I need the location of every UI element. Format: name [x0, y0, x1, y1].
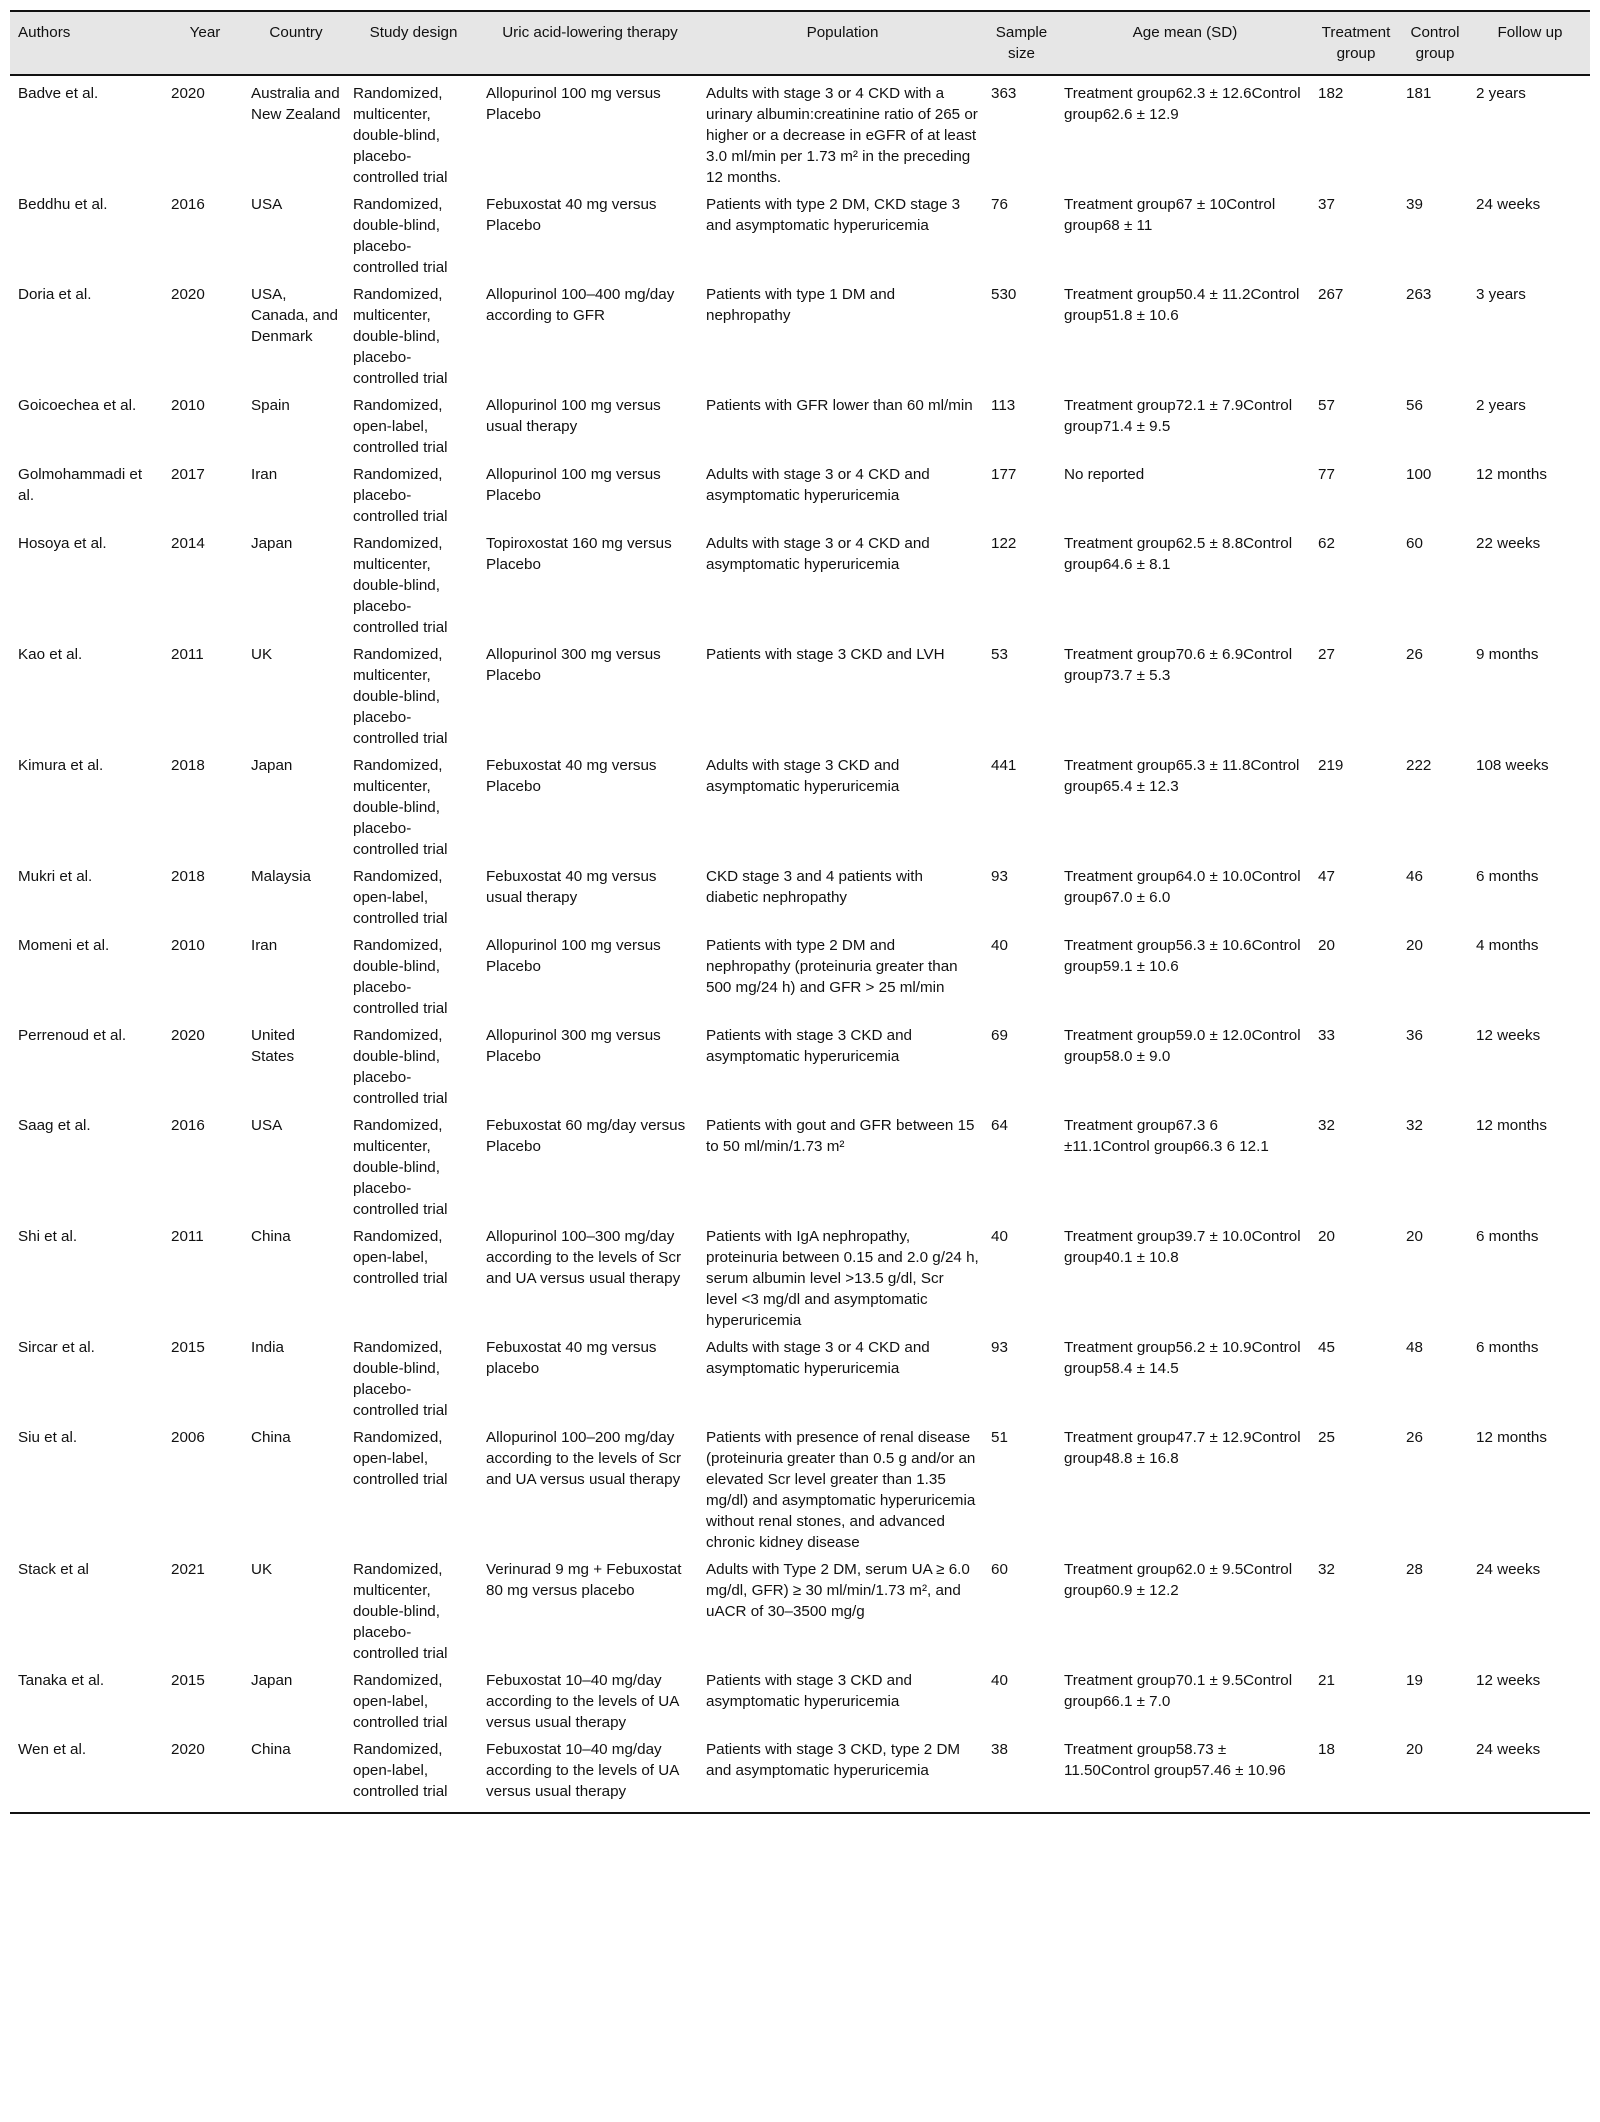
age-cell: Treatment group62.3 ± 12.6Control group62.6 ± 12.9: [1064, 85, 1301, 123]
study-design-cell: Randomized, open-label, controlled trial: [353, 397, 448, 456]
year-cell: 2011: [171, 1228, 204, 1245]
header-country: Country: [245, 11, 347, 75]
population-cell: Patients with stage 3 CKD and LVH: [706, 646, 945, 663]
therapy-cell: Allopurinol 100–300 mg/day according to the levels of Scr and UA versus usual therapy: [486, 1228, 682, 1287]
country-cell: China: [251, 1429, 291, 1446]
sample-size-cell: 40: [991, 1228, 1008, 1245]
year-cell: 2006: [171, 1429, 205, 1446]
treatment-group-cell: 219: [1318, 757, 1344, 774]
therapy-cell: Allopurinol 100 mg versus Placebo: [486, 937, 661, 975]
control-group-cell: 100: [1406, 466, 1432, 483]
control-group-cell: 26: [1406, 1429, 1423, 1446]
table-row: [10, 1739, 1590, 1813]
authors-cell: Sircar et al.: [18, 1339, 95, 1356]
header-treatment-group: Treatment group: [1312, 11, 1400, 75]
treatment-group-cell: 45: [1318, 1339, 1335, 1356]
year-cell: 2011: [171, 646, 204, 663]
control-group-cell: 56: [1406, 397, 1423, 414]
population-cell: CKD stage 3 and 4 patients with diabetic nephropathy: [706, 868, 923, 906]
follow-up-cell: 6 months: [1476, 1339, 1539, 1356]
age-cell: Treatment group62.0 ± 9.5Control group60.9 ± 12.2: [1064, 1561, 1293, 1599]
study-design-cell: Randomized, open-label, controlled trial: [353, 1429, 448, 1488]
study-design-cell: Randomized, multicenter, double-blind, placebo-controlled trial: [353, 85, 448, 186]
therapy-cell: Allopurinol 100–400 mg/day according to GFR: [486, 286, 675, 324]
sample-size-cell: 122: [991, 535, 1017, 552]
age-cell: Treatment group50.4 ± 11.2Control group51.8 ± 10.6: [1064, 286, 1300, 324]
country-cell: Japan: [251, 535, 293, 552]
authors-cell: Saag et al.: [18, 1117, 91, 1134]
table-row: [10, 1559, 1590, 1670]
age-cell: Treatment group65.3 ± 11.8Control group65.4 ± 12.3: [1064, 757, 1300, 795]
population-cell: Adults with stage 3 CKD and asymptomatic hyperuricemia: [706, 757, 900, 795]
authors-cell: Beddhu et al.: [18, 196, 108, 213]
control-group-cell: 60: [1406, 535, 1423, 552]
age-cell: Treatment group67 ± 10Control group68 ± 11: [1064, 196, 1276, 234]
therapy-cell: Febuxostat 40 mg versus Placebo: [486, 757, 657, 795]
follow-up-cell: 2 years: [1476, 397, 1526, 414]
sample-size-cell: 60: [991, 1561, 1008, 1578]
population-cell: Patients with stage 3 CKD and asymptomatic hyperuricemia: [706, 1672, 912, 1710]
follow-up-cell: 2 years: [1476, 85, 1526, 102]
study-design-cell: Randomized, open-label, controlled trial: [353, 1672, 448, 1731]
table-row: [10, 1670, 1590, 1739]
control-group-cell: 48: [1406, 1339, 1423, 1356]
therapy-cell: Febuxostat 10–40 mg/day according to the levels of UA versus usual therapy: [486, 1672, 679, 1731]
year-cell: 2020: [171, 1027, 205, 1044]
age-cell: Treatment group56.3 ± 10.6Control group59.1 ± 10.6: [1064, 937, 1301, 975]
study-design-cell: Randomized, double-blind, placebo-controlled trial: [353, 1027, 448, 1107]
study-design-cell: Randomized, multicenter, double-blind, placebo-controlled trial: [353, 1561, 448, 1662]
treatment-group-cell: 32: [1318, 1117, 1335, 1134]
study-design-cell: Randomized, double-blind, placebo-controlled trial: [353, 196, 448, 276]
year-cell: 2020: [165, 1739, 245, 1813]
country-cell: India: [251, 1339, 284, 1356]
sample-size-cell: 93: [991, 1339, 1008, 1356]
sample-size-cell: 51: [991, 1429, 1008, 1446]
follow-up-cell: 4 months: [1476, 937, 1539, 954]
country-cell: UK: [251, 1561, 273, 1578]
control-group-cell: 20: [1406, 937, 1423, 954]
treatment-group-cell: 27: [1318, 646, 1335, 663]
age-cell: Treatment group67.3 6 ±11.1Control group66.3 6 12.1: [1064, 1117, 1269, 1155]
population-cell: Patients with GFR lower than 60 ml/min: [706, 397, 973, 414]
treatment-group-cell: 57: [1318, 397, 1335, 414]
treatment-group-cell: 47: [1318, 868, 1335, 885]
study-characteristics-table: [10, 10, 1590, 1814]
treatment-group-cell: 25: [1318, 1429, 1335, 1446]
table-row: [10, 644, 1590, 755]
follow-up-cell: 12 months: [1476, 466, 1547, 483]
control-group-cell: 26: [1406, 646, 1423, 663]
age-cell: Treatment group56.2 ± 10.9Control group58.4 ± 14.5: [1064, 1339, 1301, 1377]
table-row: [10, 395, 1590, 464]
therapy-cell: Allopurinol 100 mg versus Placebo: [486, 466, 661, 504]
table-row: [10, 866, 1590, 935]
year-cell: 2015: [171, 1339, 205, 1356]
follow-up-cell: 24 weeks: [1476, 1561, 1541, 1578]
population-cell: Adults with stage 3 or 4 CKD and asymptomatic hyperuricemia: [706, 535, 930, 573]
follow-up-cell: 22 weeks: [1476, 535, 1541, 552]
header-population: Population: [700, 11, 985, 75]
age-cell: Treatment group59.0 ± 12.0Control group58.0 ± 9.0: [1064, 1027, 1301, 1065]
country-cell: Australia and New Zealand: [251, 85, 341, 123]
table-row: [10, 1025, 1590, 1115]
age-cell: Treatment group70.1 ± 9.5Control group66.1 ± 7.0: [1064, 1672, 1293, 1710]
authors-cell: Mukri et al.: [18, 868, 93, 885]
year-cell: 2017: [171, 466, 205, 483]
table-row: [10, 533, 1590, 644]
sample-size-cell: 40: [991, 937, 1008, 954]
country-cell: Japan: [251, 757, 293, 774]
control-group-cell: 36: [1406, 1027, 1423, 1044]
year-cell: 2018: [171, 868, 205, 885]
age-cell: No reported: [1064, 466, 1145, 483]
header-year: Year: [165, 11, 245, 75]
authors-cell: Hosoya et al.: [18, 535, 107, 552]
therapy-cell: Allopurinol 300 mg versus Placebo: [486, 646, 661, 684]
header-age: Age mean (SD): [1058, 11, 1312, 75]
therapy-cell: Febuxostat 40 mg versus placebo: [486, 1339, 657, 1377]
control-group-cell: 20: [1400, 1739, 1470, 1813]
sample-size-cell: 363: [991, 85, 1017, 102]
authors-cell: Perrenoud et al.: [18, 1027, 127, 1044]
age-cell: Treatment group64.0 ± 10.0Control group67.0 ± 6.0: [1064, 868, 1301, 906]
treatment-group-cell: 21: [1318, 1672, 1335, 1689]
country-cell: UK: [251, 646, 273, 663]
follow-up-cell: 3 years: [1476, 286, 1526, 303]
table-row: [10, 1226, 1590, 1337]
follow-up-cell: 24 weeks: [1476, 196, 1541, 213]
sample-size-cell: 53: [991, 646, 1008, 663]
country-cell: China: [245, 1739, 347, 1813]
header-follow-up: Follow up: [1470, 11, 1590, 75]
age-cell: Treatment group70.6 ± 6.9Control group73.7 ± 5.3: [1064, 646, 1293, 684]
country-cell: USA: [251, 196, 283, 213]
table-row: [10, 194, 1590, 284]
therapy-cell: Febuxostat 40 mg versus Placebo: [486, 196, 657, 234]
sample-size-cell: 76: [991, 196, 1008, 213]
therapy-cell: Verinurad 9 mg + Febuxostat 80 mg versus placebo: [486, 1561, 682, 1599]
sample-size-cell: 40: [991, 1672, 1008, 1689]
study-design-cell: Randomized, placebo-controlled trial: [353, 466, 448, 525]
control-group-cell: 19: [1406, 1672, 1423, 1689]
population-cell: Adults with stage 3 or 4 CKD and asymptomatic hyperuricemia: [706, 1339, 930, 1377]
table-row: [10, 935, 1590, 1025]
follow-up-cell: 12 weeks: [1476, 1027, 1541, 1044]
year-cell: 2016: [171, 196, 205, 213]
authors-cell: Momeni et al.: [18, 937, 110, 954]
therapy-cell: Topiroxostat 160 mg versus Placebo: [486, 535, 672, 573]
table-row: [10, 755, 1590, 866]
control-group-cell: 181: [1406, 85, 1432, 102]
table-row: [10, 75, 1590, 194]
table-row: [10, 1115, 1590, 1226]
table-row: [10, 464, 1590, 533]
population-cell: Patients with type 2 DM, CKD stage 3 and asymptomatic hyperuricemia: [706, 196, 961, 234]
follow-up-cell: 12 weeks: [1476, 1672, 1541, 1689]
authors-cell: Kao et al.: [18, 646, 83, 663]
sample-size-cell: 113: [991, 397, 1016, 414]
population-cell: Adults with stage 3 or 4 CKD and asymptomatic hyperuricemia: [706, 466, 930, 504]
year-cell: 2015: [171, 1672, 205, 1689]
header-row: [10, 11, 1590, 75]
country-cell: United States: [251, 1027, 295, 1065]
header-therapy: Uric acid-lowering therapy: [480, 11, 700, 75]
year-cell: 2010: [171, 937, 205, 954]
authors-cell: Tanaka et al.: [18, 1672, 105, 1689]
population-cell: Patients with IgA nephropathy, proteinuria between 0.15 and 2.0 g/24 h, serum albumin level >13.5 g/dl, Scr level <3 mg/dl and asymptomatic hyperuricemia: [706, 1228, 979, 1329]
year-cell: 2016: [171, 1117, 205, 1134]
year-cell: 2020: [171, 286, 205, 303]
population-cell: Patients with presence of renal disease (proteinuria greater than 0.5 g and/or an elevated Scr level greater than 1.35 mg/dl) and asymptomatic hyperuricemia without renal stones, and advanced chronic kidney disease: [706, 1429, 976, 1551]
control-group-cell: 222: [1406, 757, 1432, 774]
population-cell: Patients with type 1 DM and nephropathy: [706, 286, 896, 324]
treatment-group-cell: 37: [1318, 196, 1335, 213]
age-cell: Treatment group58.73 ± 11.50Control group57.46 ± 10.96: [1058, 1739, 1312, 1813]
country-cell: USA: [251, 1117, 283, 1134]
country-cell: Iran: [251, 937, 278, 954]
population-cell: Patients with gout and GFR between 15 to 50 ml/min/1.73 m²: [706, 1117, 975, 1155]
table-body: [10, 75, 1590, 1813]
country-cell: Japan: [251, 1672, 293, 1689]
treatment-group-cell: 62: [1318, 535, 1335, 552]
control-group-cell: 263: [1406, 286, 1432, 303]
sample-size-cell: 93: [991, 868, 1008, 885]
age-cell: Treatment group39.7 ± 10.0Control group40.1 ± 10.8: [1064, 1228, 1301, 1266]
year-cell: 2010: [171, 397, 205, 414]
study-design-cell: Randomized, multicenter, double-blind, placebo-controlled trial: [353, 646, 448, 747]
study-design-cell: Randomized, open-label, controlled trial: [347, 1739, 480, 1813]
header-control-group: Control group: [1400, 11, 1470, 75]
population-cell: Adults with stage 3 or 4 CKD with a urinary albumin:creatinine ratio of 265 or higher or a decrease in eGFR of at least 3.0 ml/min per 1.73 m² in the preceding 12 months.: [706, 85, 978, 186]
sample-size-cell: 64: [991, 1117, 1008, 1134]
authors-cell: Doria et al.: [18, 286, 92, 303]
table-container: [10, 10, 1590, 1814]
therapy-cell: Allopurinol 100 mg versus Placebo: [486, 85, 661, 123]
authors-cell: Badve et al.: [18, 85, 99, 102]
study-design-cell: Randomized, multicenter, double-blind, placebo-controlled trial: [353, 757, 448, 858]
year-cell: 2021: [171, 1561, 205, 1578]
therapy-cell: Allopurinol 100 mg versus usual therapy: [486, 397, 661, 435]
population-cell: Patients with stage 3 CKD and asymptomatic hyperuricemia: [706, 1027, 912, 1065]
therapy-cell: Allopurinol 100–200 mg/day according to the levels of Scr and UA versus usual therapy: [486, 1429, 682, 1488]
treatment-group-cell: 267: [1318, 286, 1344, 303]
age-cell: Treatment group47.7 ± 12.9Control group48.8 ± 16.8: [1064, 1429, 1301, 1467]
study-design-cell: Randomized, double-blind, placebo-controlled trial: [353, 937, 448, 1017]
country-cell: China: [251, 1228, 291, 1245]
sample-size-cell: 177: [991, 466, 1017, 483]
header-study-design: Study design: [347, 11, 480, 75]
authors-cell: Siu et al.: [18, 1429, 78, 1446]
authors-cell: Wen et al.: [10, 1739, 165, 1813]
year-cell: 2014: [171, 535, 205, 552]
control-group-cell: 46: [1406, 868, 1423, 885]
follow-up-cell: 108 weeks: [1476, 757, 1549, 774]
treatment-group-cell: 182: [1318, 85, 1344, 102]
control-group-cell: 39: [1406, 196, 1423, 213]
table-row: [10, 1337, 1590, 1427]
population-cell: Patients with type 2 DM and nephropathy (proteinuria greater than 500 mg/24 h) and GFR > 25 ml/min: [706, 937, 958, 996]
sample-size-cell: 38: [985, 1739, 1058, 1813]
sample-size-cell: 69: [991, 1027, 1008, 1044]
age-cell: Treatment group72.1 ± 7.9Control group71.4 ± 9.5: [1064, 397, 1293, 435]
follow-up-cell: 6 months: [1476, 868, 1539, 885]
authors-cell: Shi et al.: [18, 1228, 78, 1245]
authors-cell: Goicoechea et al.: [18, 397, 137, 414]
study-design-cell: Randomized, multicenter, double-blind, placebo-controlled trial: [353, 286, 448, 387]
study-design-cell: Randomized, open-label, controlled trial: [353, 1228, 448, 1287]
treatment-group-cell: 20: [1318, 1228, 1335, 1245]
population-cell: Adults with Type 2 DM, serum UA ≥ 6.0 mg/dl, GFR) ≥ 30 ml/min/1.73 m², and uACR of 30–3500 mg/g: [706, 1561, 970, 1620]
country-cell: USA, Canada, and Denmark: [251, 286, 338, 345]
therapy-cell: Febuxostat 40 mg versus usual therapy: [486, 868, 657, 906]
study-design-cell: Randomized, open-label, controlled trial: [353, 868, 448, 927]
study-design-cell: Randomized, multicenter, double-blind, placebo-controlled trial: [353, 535, 448, 636]
country-cell: Spain: [251, 397, 290, 414]
study-design-cell: Randomized, double-blind, placebo-controlled trial: [353, 1339, 448, 1419]
study-design-cell: Randomized, multicenter, double-blind, placebo-controlled trial: [353, 1117, 448, 1218]
sample-size-cell: 441: [991, 757, 1017, 774]
year-cell: 2020: [171, 85, 205, 102]
authors-cell: Golmohammadi et al.: [18, 466, 143, 504]
treatment-group-cell: 32: [1318, 1561, 1335, 1578]
control-group-cell: 32: [1406, 1117, 1423, 1134]
authors-cell: Kimura et al.: [18, 757, 104, 774]
country-cell: Iran: [251, 466, 278, 483]
treatment-group-cell: 20: [1318, 937, 1335, 954]
follow-up-cell: 12 months: [1476, 1429, 1547, 1446]
follow-up-cell: 24 weeks: [1470, 1739, 1590, 1813]
table-row: [10, 1427, 1590, 1559]
header-sample-size: Sample size: [985, 11, 1058, 75]
treatment-group-cell: 33: [1318, 1027, 1335, 1044]
year-cell: 2018: [171, 757, 205, 774]
treatment-group-cell: 77: [1318, 466, 1335, 483]
follow-up-cell: 9 months: [1476, 646, 1539, 663]
sample-size-cell: 530: [991, 286, 1017, 303]
therapy-cell: Febuxostat 60 mg/day versus Placebo: [486, 1117, 686, 1155]
header-authors: Authors: [10, 11, 165, 75]
authors-cell: Stack et al: [18, 1561, 89, 1578]
therapy-cell: Allopurinol 300 mg versus Placebo: [486, 1027, 661, 1065]
age-cell: Treatment group62.5 ± 8.8Control group64.6 ± 8.1: [1064, 535, 1293, 573]
population-cell: Patients with stage 3 CKD, type 2 DM and asymptomatic hyperuricemia: [700, 1739, 985, 1813]
control-group-cell: 20: [1406, 1228, 1423, 1245]
control-group-cell: 28: [1406, 1561, 1423, 1578]
country-cell: Malaysia: [251, 868, 311, 885]
follow-up-cell: 12 months: [1476, 1117, 1547, 1134]
treatment-group-cell: 18: [1312, 1739, 1400, 1813]
therapy-cell: Febuxostat 10–40 mg/day according to the levels of UA versus usual therapy: [480, 1739, 700, 1813]
table-row: [10, 284, 1590, 395]
follow-up-cell: 6 months: [1476, 1228, 1539, 1245]
